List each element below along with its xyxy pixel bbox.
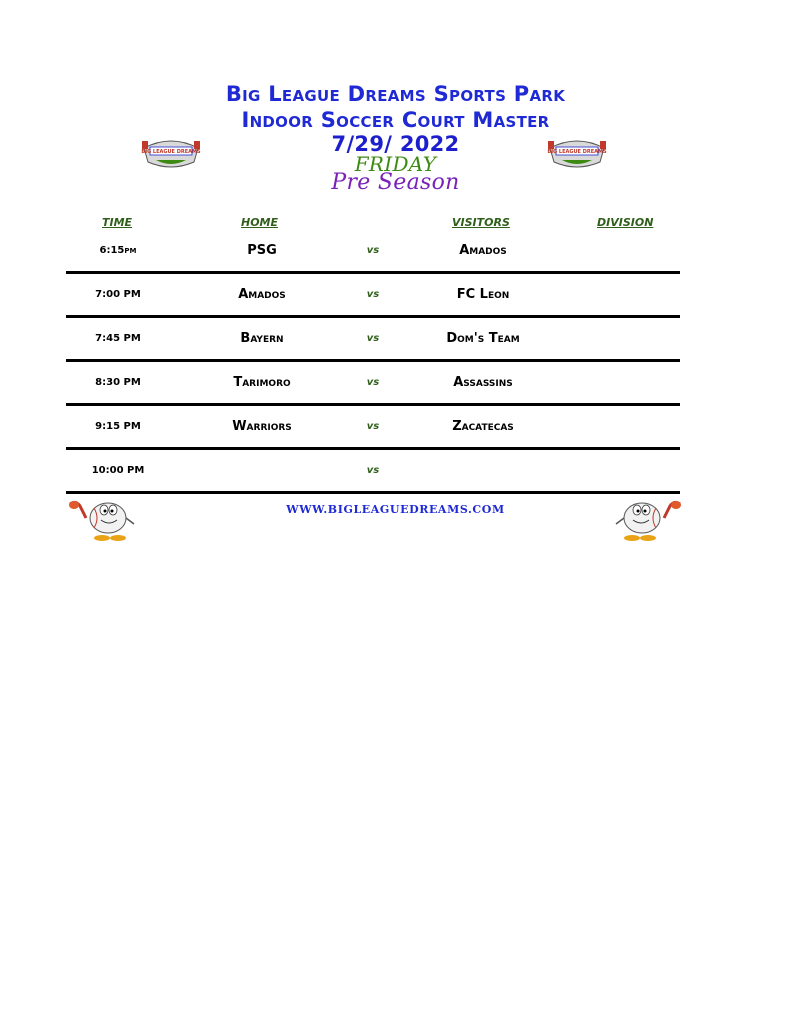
schedule-date: 7/29/ 2022 <box>331 132 460 156</box>
column-header-visitors: VISITORS <box>452 216 510 229</box>
row-divider <box>66 403 680 406</box>
row-divider <box>66 491 680 494</box>
versus-label: vs <box>366 289 380 300</box>
row-divider <box>66 447 680 450</box>
game-time: 7:00 PM <box>95 289 141 300</box>
versus-label: vs <box>366 465 380 476</box>
game-row <box>0 333 791 373</box>
game-time: 9:15 PM <box>95 421 141 432</box>
season-label: Pre Season <box>331 170 460 195</box>
column-header-home: HOME <box>241 216 279 229</box>
stadium-logo-icon <box>138 132 204 172</box>
game-time: 10:00 PM <box>91 465 145 476</box>
versus-label: vs <box>366 245 380 256</box>
row-divider <box>66 315 680 318</box>
visiting-team: Assassins <box>453 375 513 390</box>
home-team: PSG <box>247 243 277 258</box>
website-link[interactable]: WWW.BIGLEAGUEDREAMS.COM <box>286 503 505 516</box>
baseball-mascot-icon <box>612 496 682 544</box>
schedule-day: FRIDAY <box>354 152 437 176</box>
home-team: Bayern <box>240 331 284 346</box>
home-team: Amados <box>238 287 286 302</box>
game-row <box>0 289 791 329</box>
game-row <box>0 421 791 461</box>
game-row <box>0 245 791 285</box>
svg-text:BIG LEAGUE DREAMS: BIG LEAGUE DREAMS <box>141 149 201 155</box>
column-header-division: DIVISION <box>597 216 654 229</box>
svg-text:BIG LEAGUE DREAMS: BIG LEAGUE DREAMS <box>547 149 607 155</box>
park-title: Big League Dreams Sports Park <box>225 82 566 106</box>
versus-label: vs <box>366 421 380 432</box>
court-master-title: Indoor Soccer Court Master <box>241 108 550 132</box>
home-team: Warriors <box>232 419 292 434</box>
game-time: 8:30 PM <box>95 377 141 388</box>
column-header-time: TIME <box>102 216 133 229</box>
stadium-logo-icon <box>544 132 610 172</box>
home-team: Tarimoro <box>233 375 291 390</box>
visiting-team: Amados <box>459 243 507 258</box>
visiting-team: FC Leon <box>456 287 510 302</box>
row-divider <box>66 271 680 274</box>
visiting-team: Zacatecas <box>452 419 514 434</box>
game-row <box>0 377 791 417</box>
versus-label: vs <box>366 377 380 388</box>
row-divider <box>66 359 680 362</box>
versus-label: vs <box>366 333 380 344</box>
game-time: 6:15pm <box>99 245 137 256</box>
visiting-team: Dom's Team <box>446 331 520 346</box>
game-time: 7:45 PM <box>95 333 141 344</box>
